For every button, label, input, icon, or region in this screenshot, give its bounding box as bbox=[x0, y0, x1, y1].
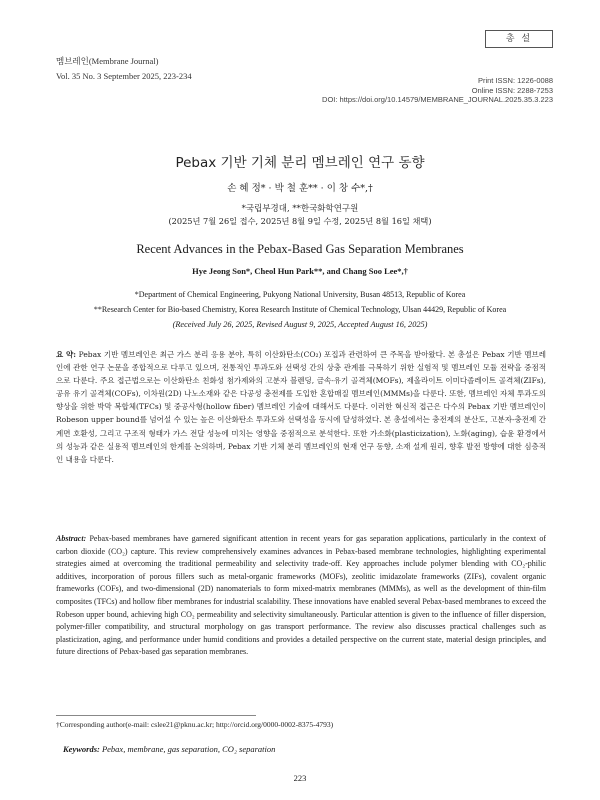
authors-english: Hye Jeong Son*, Cheol Hun Park**, and Chang Soo Lee*,† bbox=[192, 266, 408, 276]
corresponding-author-footnote: †Corresponding author(e-mail: cslee21@pknu.ac.kr; http://orcid.org/0000-0002-8375-4793) bbox=[56, 720, 334, 729]
keywords bbox=[63, 744, 275, 754]
abstract-english-label: Abstract: bbox=[56, 534, 87, 543]
doi-link[interactable]: DOI: https://doi.org/10.14579/MEMBRANE_JOURNAL.2025.35.3.223 bbox=[322, 95, 553, 104]
affiliation-english-1: *Department of Chemical Engineering, Pukyong National University, Busan 48513, Republic of Korea bbox=[134, 290, 466, 299]
page-number: 223 bbox=[293, 773, 307, 783]
title-korean: Pebax 기반 기체 분리 멤브레인 연구 동향 bbox=[175, 155, 425, 171]
affiliation-english-2: **Research Center for Bio-based Chemistry, Korea Research Institute of Chemical Technology, Ulsan 44429, Republic of Korea bbox=[93, 305, 507, 314]
abstract-korean-label: 요 약: bbox=[56, 350, 77, 359]
affiliations-korean: *국립부경대, **한국화학연구원 bbox=[241, 204, 359, 214]
title-english: Recent Advances in the Pebax-Based Gas Separation Membranes bbox=[136, 242, 464, 256]
journal-name: 멤브레인(Membrane Journal) bbox=[56, 56, 159, 66]
online-issn: Online ISSN: 2288-7253 bbox=[471, 85, 553, 95]
authors-korean: 손 혜 정* · 박 철 훈** · 이 창 수*,† bbox=[227, 183, 373, 194]
keywords-label: Keywords: bbox=[63, 744, 100, 754]
journal-header bbox=[56, 54, 192, 84]
article-type-badge: 총 설 bbox=[485, 30, 553, 48]
abstract-korean-text: Pebax 기반 멤브레인은 최근 가스 분리 응용 분야, 특히 이산화탄소(CO₂) 포집과 관련하여 큰 주목을 받아왔다. 본 총설은 Pebax 기반 멤브레인에 관한 연구 논문을 종합적으로 다루고 있으며, 전통적인 투과도와 선택성 간의 상충 관계를 극복하기 위한 실험적 및 멤브레인 모듈 전략을 중점적으로 다룬다. 주요 접근법으로는 이산화탄소 친화성 첨가제와의 고분자 블렌딩, 금속-유기 골격체(MOFs), 제올라이트 이미다졸레이트 골격체(ZIFs), 공유 유기 골격체(COFs), 이차원(2D) 나노소재와 같은 다공성 충전제를 도입한 혼합매질 멤브레인(MMMs)을 다룬다. 또한, 멤브레인 자체 투과도의 향상을 위한 박막 복합체(TFCs) 및 중공사형(hollow fiber) 멤브레인 기술에 대해서도 다룬다. 이러한 혁신적 접근은 다수의 Pebax 기반 멤브레인이 Robeson upper bound를 넘어설 수 있는 높은 이산화탄소 투과도와 선택성을 동시에 달성하였다. 본 총설에서는 충전제의 분산도, 고분자-충전제 간 계면 호환성, 그리고 구조적 형태가 가스 전달 성능에 미치는 영향을 중점적으로 분석한다. 또한 가소화(plasticization), 노화(aging), 습윤 환경에서의 성능과 같은 실용적 멤브레인의 한계를 논의하며, Pebax 기반 기체 분리 멤브레인의 현재 연구 동향, 소재 설계 원리, 향후 발전 방향에 대한 심층적인 내용을 다룬다. bbox=[56, 350, 547, 464]
print-issn: Print ISSN: 1226-0088 bbox=[477, 76, 553, 85]
keywords-text: Pebax, membrane, gas separation, CO₂ separation bbox=[101, 744, 276, 754]
volume-line: Vol. 35 No. 3 September 2025, 223-234 bbox=[56, 71, 192, 81]
issn-block bbox=[322, 76, 553, 105]
abstract-english bbox=[56, 533, 546, 659]
abstract-korean bbox=[56, 348, 546, 466]
footnote-divider bbox=[56, 715, 256, 716]
abstract-english-text: Pebax-based membranes have garnered significant attention in recent years for gas separation applications, particularly in the context of carbon dioxide (CO₂) capture. This review comprehensively examines advances in Pebax-based membrane technologies, highlighting experimental strategies aimed at overcoming the traditional permeability and selectivity trade-off. Key approaches include polymer blending with CO₂-philic additives, incorporation of porous fillers such as metal-organic frameworks (MOFs), zeolitic imidazolate frameworks (ZIFs), covalent organic frameworks (COFs), and two-dimensional (2D) nanomaterials to form mixed-matrix membranes (MMMs), as well as the development of thin-film composites (TFCs) and hollow fiber membranes for industrial scalability. These innovations have enabled several Pebax-based membranes to exceed the Robeson upper bound, achieving high CO₂ permeability and selectivity simultaneously. Particular attention is given to the influence of filler dispersion, polymer-filler compatibility, and structural morphology on gas transport performance. The review also discusses practical challenges such as plasticization, aging, and performance under humid conditions and provides a detailed perspective on the current state, material design principles, and future directions of Pebax-based gas separation membranes. bbox=[56, 534, 547, 657]
dates-english: (Received July 26, 2025, Revised August 9, 2025, Accepted August 16, 2025) bbox=[172, 320, 428, 329]
dates-korean: (2025년 7월 26일 접수, 2025년 8월 9일 수정, 2025년 8월 16일 채택) bbox=[168, 216, 432, 226]
